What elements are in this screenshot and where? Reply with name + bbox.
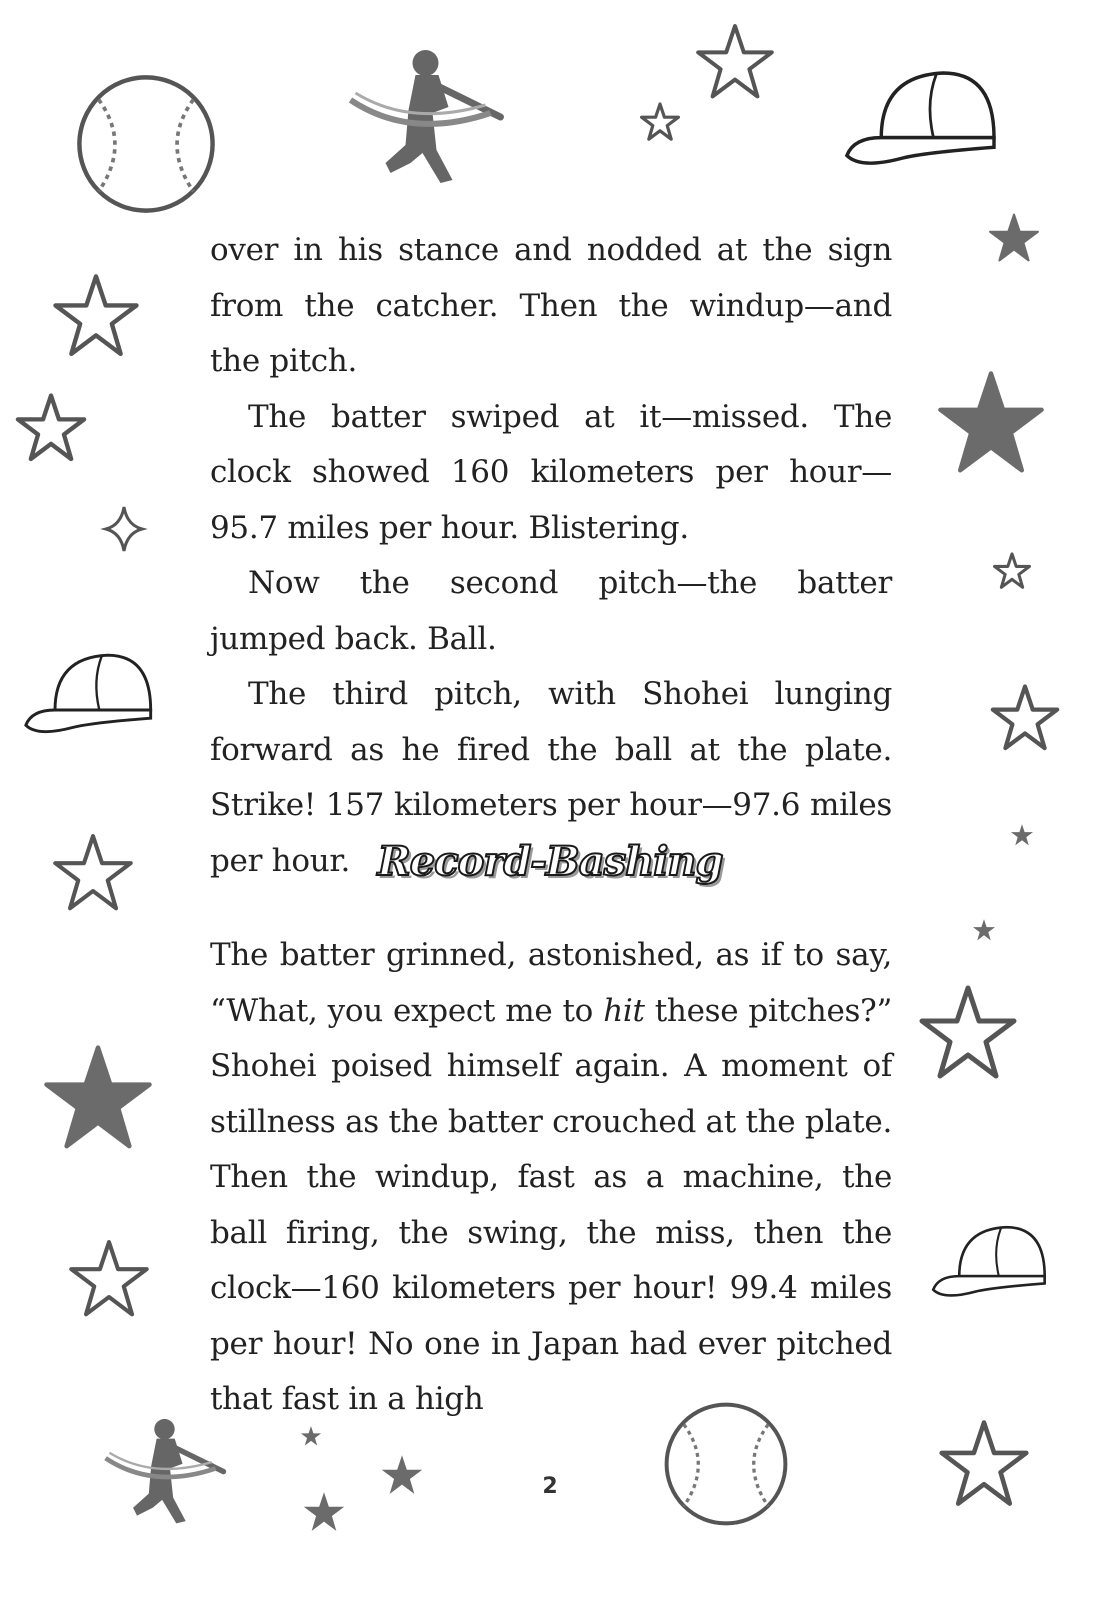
star-filled-icon: [380, 1453, 424, 1497]
paragraph: Now the second pitch—the batter jumped back. Ball.: [210, 565, 892, 657]
star-filled-icon: [300, 1425, 322, 1447]
section-heading: Record-Bashing: [377, 838, 723, 885]
batter-silhouette-icon: [318, 45, 533, 185]
star-filled-icon: [42, 1042, 154, 1154]
star-outline-icon: [640, 102, 680, 142]
paragraph: over in his stance and nodded at the sign from the catcher. Then the windup—and the pitch.: [210, 232, 892, 379]
page-number: 2: [542, 1474, 558, 1499]
baseball-cap-icon: [20, 640, 160, 745]
star-outline-icon: [990, 683, 1060, 753]
body-text-bottom: [210, 928, 892, 1428]
star-outline-icon: [993, 552, 1031, 590]
batter-silhouette-icon: [82, 1415, 247, 1525]
star-filled-icon: [988, 212, 1040, 264]
paragraph: The third pitch, with Shohei lunging forward as he fired the ball at the plate. Strike! 157 kilometers per hour—97.6 miles per hour.: [210, 676, 892, 879]
star-outline-icon: [52, 272, 140, 360]
star-filled-icon: [302, 1490, 346, 1534]
baseball-icon: [72, 70, 220, 218]
star-outline-icon: [918, 983, 1018, 1083]
star-outline-icon: [15, 392, 87, 464]
emphasis: hit: [603, 992, 645, 1029]
star-outline-icon: [68, 1238, 150, 1320]
body-text-top: [210, 223, 892, 889]
paragraph: The batter swiped at it—missed. The clock showed 160 kilometers per hour—95.7 miles per hour. Blistering.: [210, 398, 892, 546]
sparkle-icon: [104, 505, 144, 553]
star-outline-icon: [938, 1418, 1030, 1510]
star-outline-icon: [695, 22, 775, 102]
star-filled-icon: [936, 368, 1046, 478]
paragraph: The batter grinned, astonished, as if to say, “What, you expect me to hit these pitches?” Shohei poised himself again. A moment of stillness as the batter crouched at the plate. Then the windup, fast as a machine, the ball firing, the swing, the miss, then the clock—160 kilometers per hour! 99.4 miles per hour! No one in Japan had ever pitched that fast in a high: [210, 937, 892, 1417]
star-filled-icon: [972, 918, 996, 942]
baseball-cap-icon: [928, 1218, 1053, 1303]
baseball-cap-icon: [840, 62, 1005, 172]
star-filled-icon: [1010, 823, 1034, 847]
star-outline-icon: [52, 832, 134, 914]
